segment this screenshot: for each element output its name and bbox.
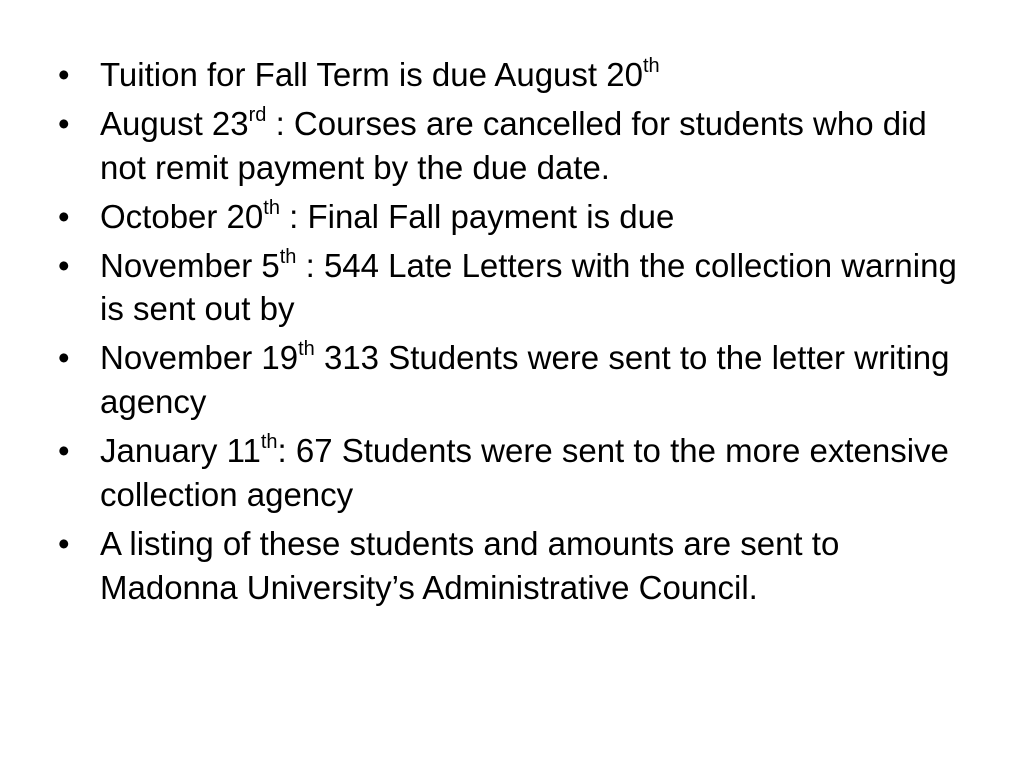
bullet-list (58, 53, 974, 610)
bullet-item-listing-sent (58, 522, 974, 610)
item-text: January 11 (100, 432, 261, 469)
bullet-item-tuition-due (58, 53, 974, 97)
bullet-item-letter-agency (58, 336, 974, 424)
bullet-dot: • (58, 339, 70, 377)
ordinal-suffix: th (298, 338, 315, 361)
item-text: November 5 (100, 246, 280, 284)
bullet-item-collection-agency (58, 429, 974, 517)
ordinal-suffix: th (642, 55, 660, 77)
bullet-item-late-letters (58, 244, 974, 332)
item-text: A listing of these students and amounts are sent to Madonna University’s Administrative Council. (100, 524, 840, 606)
bullet-dot: • (58, 432, 70, 469)
bullet-dot: • (58, 246, 70, 284)
item-text-cont: 313 Students were sent to the letter writing agency (100, 339, 950, 421)
item-text-cont: : Final Fall payment is due (279, 197, 675, 235)
item-text: November 19 (100, 339, 299, 377)
bullet-item-courses-cancelled (58, 102, 974, 190)
item-text: Tuition for Fall Term is due August 20 (100, 56, 643, 93)
item-text: October 20 (100, 197, 264, 235)
item-text: August 23 (100, 104, 249, 142)
ordinal-suffix: th (260, 431, 278, 453)
ordinal-suffix: th (263, 196, 280, 219)
ordinal-suffix: rd (248, 103, 267, 126)
item-text-cont: : 67 Students were sent to the more extensive collection agency (100, 432, 949, 513)
item-text-cont: : 544 Late Letters with the collection warning is sent out by (100, 246, 957, 328)
bullet-item-final-payment (58, 195, 974, 239)
bullet-dot: • (58, 104, 70, 142)
ordinal-suffix: th (279, 245, 297, 268)
bullet-dot: • (58, 524, 70, 562)
bullet-dot: • (58, 56, 70, 93)
bullet-dot: • (58, 197, 70, 235)
item-text-cont: : Courses are cancelled for students who did not remit payment by the due date. (100, 104, 927, 186)
